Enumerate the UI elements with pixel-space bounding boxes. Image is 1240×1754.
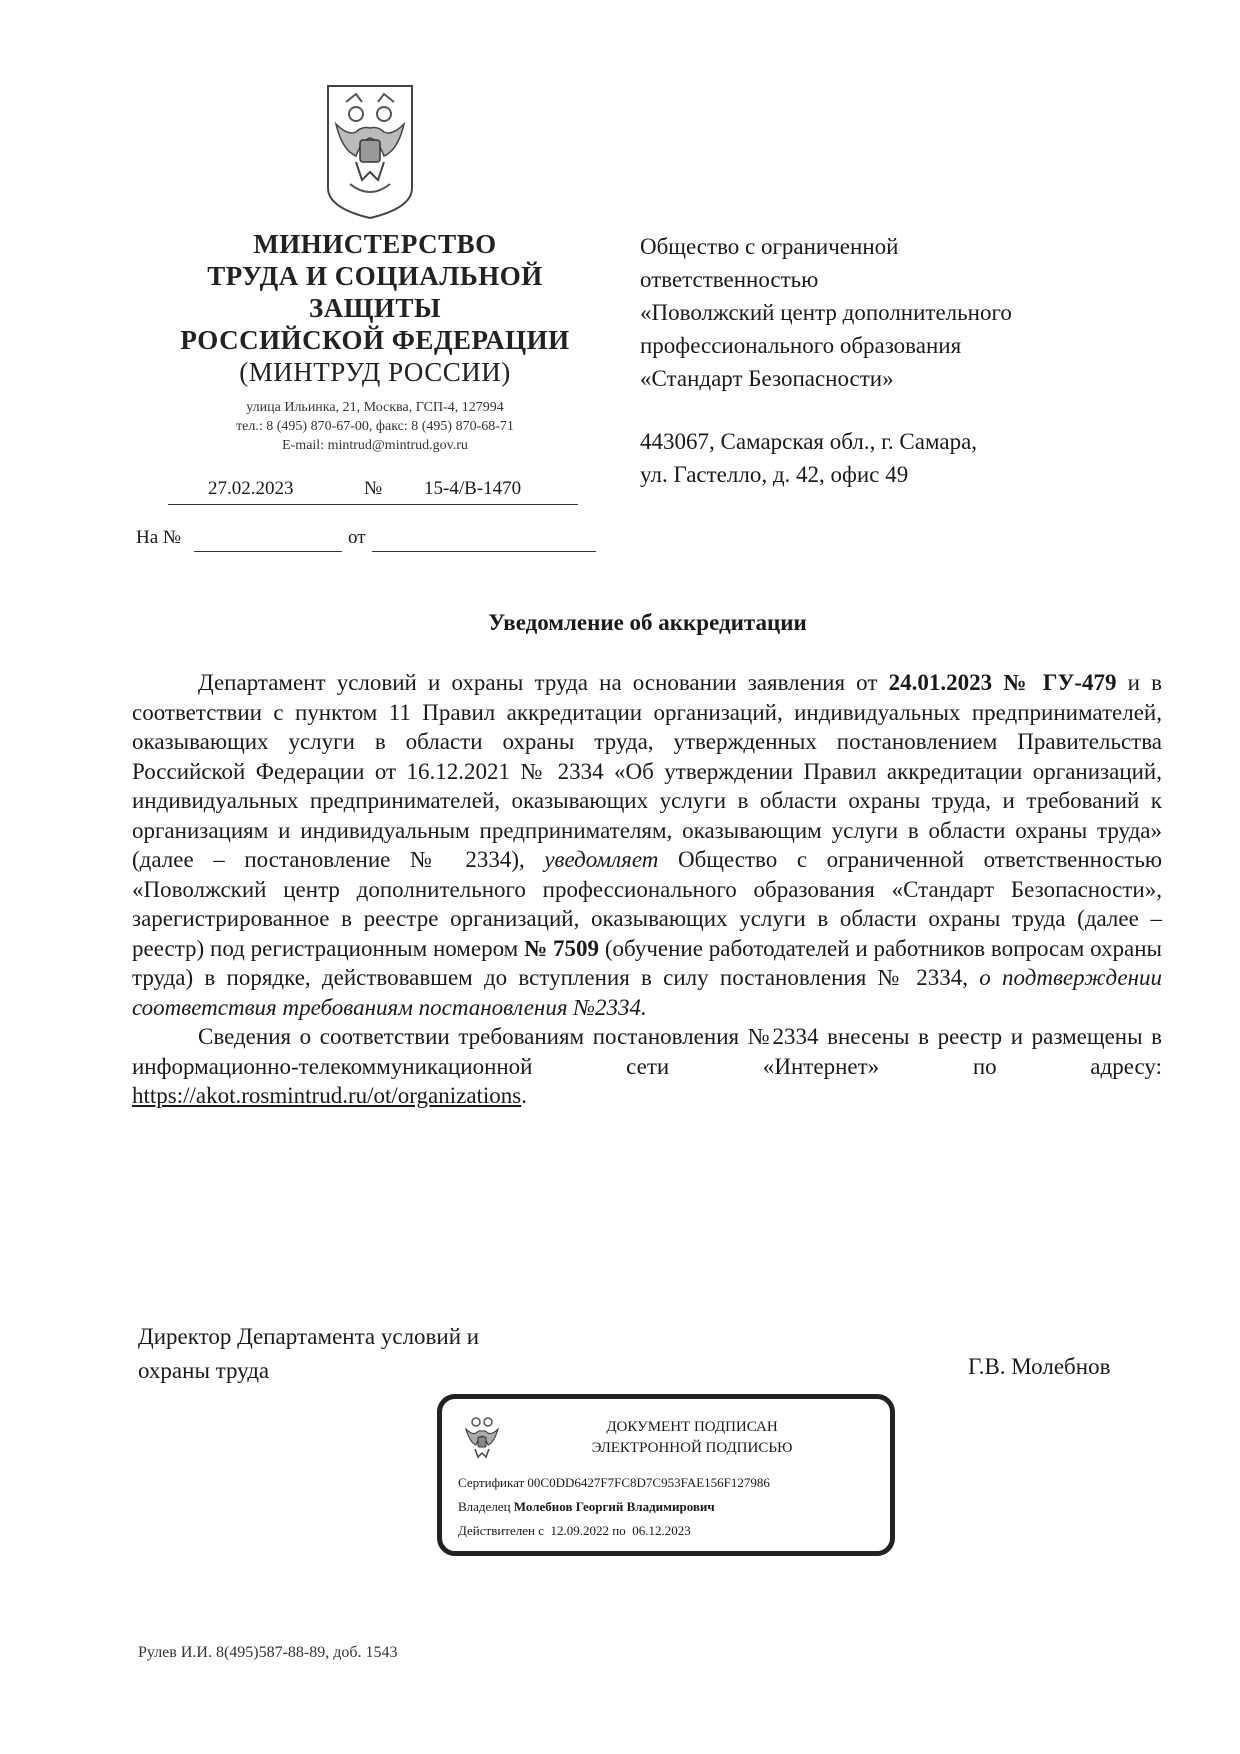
body-emphasis: о подтверждении соответствия требованиям постановления №2334. xyxy=(132,965,1162,1020)
stamp-owner: Молебнов Георгий Владимирович xyxy=(513,1499,715,1514)
ministry-email: E-mail: mintrud@mintrud.gov.ru xyxy=(282,438,468,453)
document-body xyxy=(132,668,1162,1111)
recipient-address-line: 443067, Самарская обл., г. Самара, xyxy=(640,429,978,454)
registry-link[interactable]: https://akot.rosmintrud.ru/ot/organizations xyxy=(132,1083,522,1108)
body-text: Департамент условий и охраны труда на основании заявления от xyxy=(198,670,889,695)
stamp-owner-label: Владелец xyxy=(458,1499,511,1514)
russia-coat-of-arms-icon xyxy=(464,1413,500,1461)
ministry-address: улица Ильинка, 21, Москва, ГСП-4, 127994 xyxy=(246,400,504,415)
ministry-line: МИНИСТЕРСТВО xyxy=(253,229,497,259)
recipient-line: профессионального образования xyxy=(640,333,962,358)
stamp-valid-label: Действителен с xyxy=(458,1523,544,1538)
reply-from-label: от xyxy=(348,527,366,548)
stamp-owner-row xyxy=(458,1499,715,1515)
reply-number-label: На № xyxy=(136,527,182,548)
stamp-valid-to: 06.12.2023 xyxy=(632,1523,691,1538)
recipient-line: Общество с ограниченной xyxy=(640,234,899,259)
electronic-signature-stamp xyxy=(437,1394,895,1556)
recipient-address-line: ул. Гастелло, д. 42, офис 49 xyxy=(640,462,909,487)
ministry-phones: тел.: 8 (495) 870-67-00, факс: 8 (495) 870-68-71 xyxy=(236,419,514,434)
registration-number-sign: № xyxy=(364,478,383,499)
body-paragraph-2 xyxy=(132,1022,1162,1111)
executor-contact: Рулев И.И. 8(495)587-88-89, доб. 1543 xyxy=(138,1644,398,1661)
body-text: Сведения о соответствии требованиям постановления №2334 внесены в реестр и размещены в информационно-телекоммуникационной сети «Интернет» по адресу: xyxy=(132,1024,1162,1079)
recipient-line: «Стандарт Безопасности» xyxy=(640,366,894,391)
body-paragraph-1 xyxy=(132,668,1162,1022)
ministry-contacts xyxy=(150,398,600,455)
registration-number: 15-4/В-1470 xyxy=(424,478,522,499)
application-reference: 24.01.2023 № ГУ-479 xyxy=(888,670,1117,695)
registration-number-bold: № 7509 xyxy=(524,935,600,961)
registration-date: 27.02.2023 xyxy=(208,478,294,499)
ministry-name xyxy=(150,228,600,388)
ministry-short-name: (МИНТРУД РОССИИ) xyxy=(239,357,511,387)
stamp-valid-from: 12.09.2022 xyxy=(550,1523,609,1538)
signatory-name: Г.В. Молебнов xyxy=(968,1354,1111,1379)
stamp-header xyxy=(562,1417,822,1459)
body-text: и в соответствии с пунктом 11 Правил аккредитации организаций, индивидуальных предпринимателей, оказывающих услуги в области охраны труда, утвержденных постановлением Правительства Российской Федерации от 16.12.2021 № 2334 «Об утверждении Правил аккредитации организаций, индивидуальных предпринимателей, оказывающих услуги в области охраны труда, и требований к организациям и индивидуальным предпринимателям, оказывающим услуги в области охраны труда» (далее – постановление № 2334), xyxy=(132,670,1162,872)
signatory-title-line: Директор Департамента условий и xyxy=(138,1324,480,1349)
stamp-certificate: Сертификат 00C0DD6427F7FC8D7C953FAE156F127986 xyxy=(458,1475,770,1490)
stamp-header-line: ДОКУМЕНТ ПОДПИСАН xyxy=(606,1419,778,1435)
reply-date-blank xyxy=(372,551,596,552)
ministry-line: ЗАЩИТЫ xyxy=(309,293,441,323)
stamp-header-line: ЭЛЕКТРОННОЙ ПОДПИСЬЮ xyxy=(591,1440,793,1456)
registration-line xyxy=(168,478,578,505)
recipient-line: ответственностью xyxy=(640,267,819,292)
body-text: (обучение работодателей и работников вопросам охраны труда) в порядке, действовавшем до вступления в силу постановления № 2334, xyxy=(132,935,1162,990)
body-text: Общество с ограниченной ответственностью «Поволжский центр дополнительного профессионального образования «Стандарт Безопасности», зарегистрированное в реестре организаций, оказывающих услуги в области охраны труда (далее – реестр) под регистрационным номером xyxy=(132,847,1162,961)
ministry-line: РОССИЙСКОЙ ФЕДЕРАЦИИ xyxy=(180,325,570,355)
body-emphasis: уведомляет xyxy=(544,847,659,872)
stamp-valid-to-label: по xyxy=(612,1523,626,1538)
signatory-title xyxy=(138,1320,638,1388)
recipient-address xyxy=(640,425,1160,491)
ministry-line: ТРУДА И СОЦИАЛЬНОЙ xyxy=(207,261,543,291)
stamp-validity-row xyxy=(458,1523,691,1539)
recipient-block xyxy=(640,230,1160,491)
recipient-line: «Поволжский центр дополнительного xyxy=(640,300,1012,325)
signatory-title-line: охраны труда xyxy=(138,1358,270,1383)
reply-number-blank xyxy=(194,551,342,552)
russia-coat-of-arms-icon xyxy=(322,80,418,220)
document-title: Уведомление об аккредитации xyxy=(488,610,807,635)
body-text: . xyxy=(521,1083,528,1108)
reply-reference-line xyxy=(136,527,596,553)
